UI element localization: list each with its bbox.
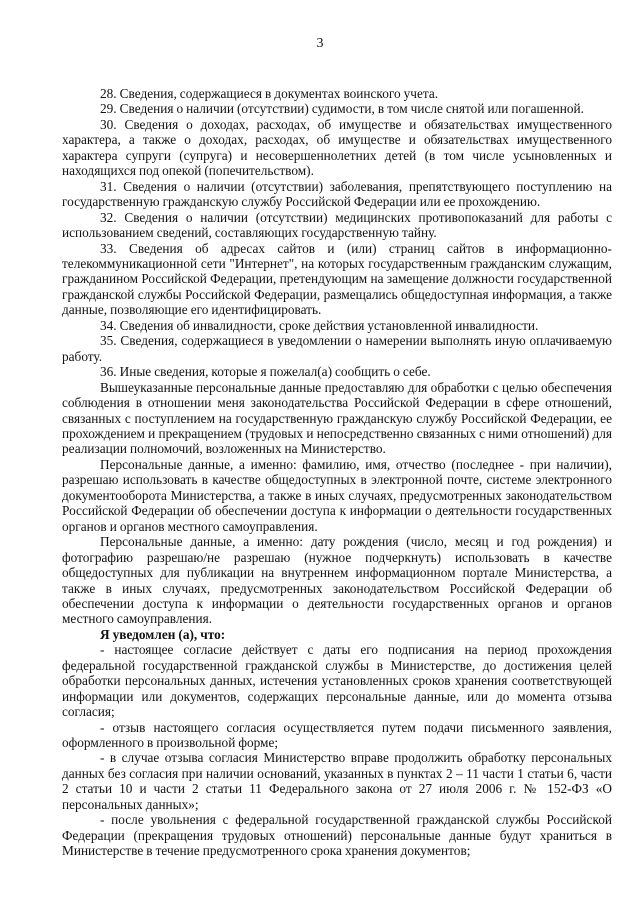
paragraph-purpose: Вышеуказанные персональные данные предоставляю для обработки с целью обеспечения соблюдения в отношении меня законодательства Российской Федерации в сфере отношений, связанных с поступлением на государственную гражданскую службу Российской Федерации, ее прохождением и прекращением (трудовых и непосредственно связанных с ними отношений) для реализации полномочий, возложенных на Министерство.: [62, 379, 612, 457]
paragraph-item-34: 34. Сведения об инвалидности, сроке действия установленной инвалидности.: [100, 317, 539, 333]
paragraph-public-name: Персональные данные, а именно: фамилию, имя, отчество (последнее - при наличии), разрешаю использовать в качестве общедоступных в электронной почте, системе электронного документооборота Министерства, а также в иных случаях, предусмотренных законодательством Российской Федерации об обеспечении доступа к информации о деятельности государственных органов и органов местного самоуправления.: [62, 456, 612, 534]
notice-item-after-dismissal: - после увольнения с федеральной государственной гражданской службы Российской Федерации (прекращения трудовых отношений) персональные данные будут храниться в Министерстве в течение предусмотренного срока хранения документов;: [62, 812, 612, 859]
paragraph-item-32: 32. Сведения о наличии (отсутствии) медицинских противопоказаний для работы с использованием сведений, составляющих государственную тайну.: [62, 209, 612, 241]
notice-item-processing-after-revocation: - в случае отзыва согласия Министерство вправе продолжить обработку персональных данных без согласия при наличии оснований, указанных в пунктах 2 – 11 части 1 статьи 6, части 2 статьи 10 и части 2 статьи 11 Федерального закона от 27 июля 2006 г. № 152-ФЗ «О персональных данных»;: [62, 750, 612, 812]
notice-item-validity: - настоящее согласие действует с даты его подписания на период прохождения федеральной государственной гражданской службы в Министерстве, до достижения целей обработки персональных данных, истечения установленных сроков хранения соответствующей информации или документов, содержащих персональные данные, или до момента отзыва согласия;: [62, 642, 612, 720]
notice-item-revocation: - отзыв настоящего согласия осуществляется путем подачи письменного заявления, оформленного в произвольной форме;: [62, 719, 612, 751]
document-body: [62, 86, 612, 859]
paragraph-item-31: 31. Сведения о наличии (отсутствии) заболевания, препятствующего поступлению на государственную гражданскую службу Российской Федерации или ее прохождению.: [62, 178, 612, 210]
page-number: 3: [316, 36, 324, 51]
paragraph-public-birthdate-photo: Персональные данные, а именно: дату рождения (число, месяц и год рождения) и фотографию разрешаю/не разрешаю (нужное подчеркнуть) использовать в качестве общедоступных для публикации на внутреннем информационном портале Министерства, а также в иных случаях, предусмотренных законодательством Российской Федерации об обеспечении доступа к информации о деятельности государственных органов и органов местного самоуправления.: [62, 534, 612, 627]
paragraph-item-33: 33. Сведения об адресах сайтов и (или) страниц сайтов в информационно-телекоммуникационной сети "Интернет", на которых государственным гражданским служащим, гражданином Российской Федерации, претендующим на замещение должности государственной гражданской службы Российской Федерации, размещались общедоступная информация, а также данные, позволяющие его идентифицировать.: [62, 240, 612, 318]
paragraph-item-35: 35. Сведения, содержащиеся в уведомлении о намерении выполнять иную оплачиваемую работу.: [62, 333, 612, 364]
paragraph-item-28: 28. Сведения, содержащиеся в документах воинского учета.: [100, 86, 439, 101]
paragraph-item-29: 29. Сведения о наличии (отсутствии) судимости, в том числе снятой или погашенной.: [100, 101, 584, 117]
paragraph-item-30: 30. Сведения о доходах, расходах, об имуществе и обязательствах имущественного характера, а также о доходах, расходах, об имуществе и обязательствах имущественного характера супруги (супруга) и несовершеннолетних детей (в том числе усыновленных и находящихся под опекой (попечительством).: [62, 116, 612, 179]
notice-heading: Я уведомлен (а), что:: [100, 626, 226, 642]
paragraph-item-36: 36. Иные сведения, которые я пожелал(а) сообщить о себе.: [100, 364, 431, 380]
